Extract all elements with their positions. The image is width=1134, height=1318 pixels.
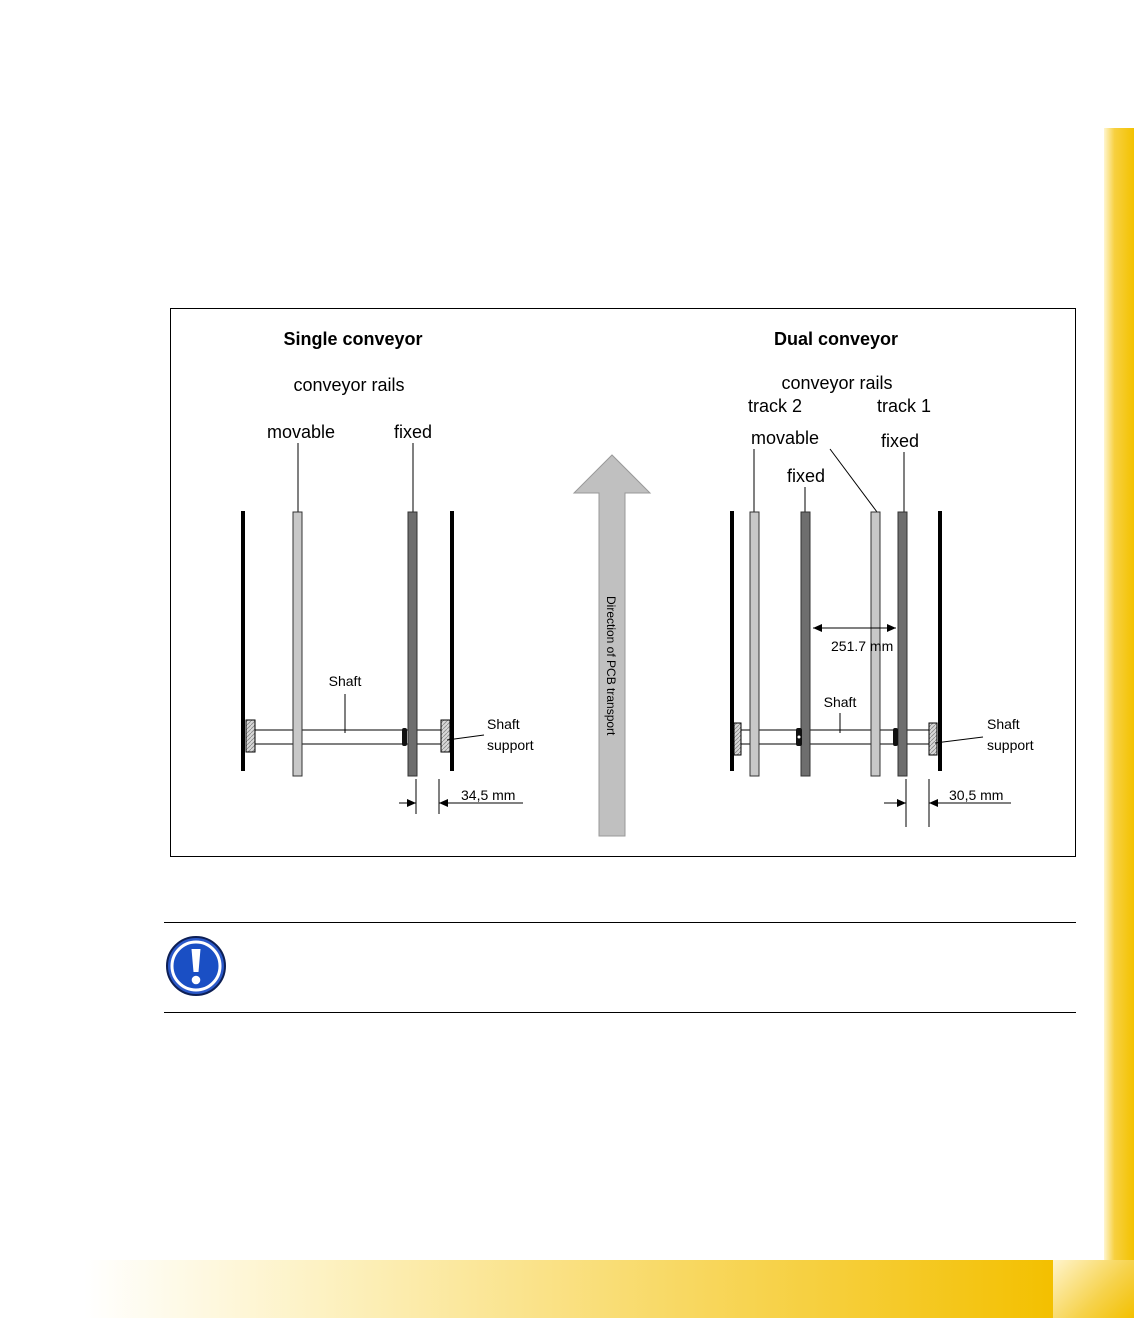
- single-dimension: 34,5 mm: [461, 787, 516, 803]
- single-shaft-clamp: [402, 728, 407, 746]
- footer-accent-bar: [0, 1260, 1053, 1318]
- dual-shaft-clamp-right: [893, 728, 898, 746]
- single-movable-rail: [293, 512, 302, 776]
- single-shaft-support-right: [441, 720, 450, 752]
- single-shaft-label: Shaft: [328, 673, 362, 689]
- dual-fixed-label-track1: fixed: [880, 431, 920, 451]
- single-fixed-rail: [408, 512, 417, 776]
- footer-corner-block: [1053, 1260, 1134, 1318]
- dual-track1-label: track 1: [876, 396, 932, 416]
- dual-track2-label: track 2: [747, 396, 803, 416]
- dual-conveyor-title: Dual conveyor: [773, 329, 899, 349]
- dual-track1-fixed-rail: [898, 512, 907, 776]
- conveyor-diagram-svg: [171, 309, 1077, 858]
- note-rule-bottom: [164, 1012, 1076, 1013]
- dual-support-label-line2: support: [987, 737, 1034, 753]
- single-support-label-line2: support: [487, 737, 534, 753]
- single-shaft-support-left: [246, 720, 255, 752]
- dual-fixed-label-track2: fixed: [786, 466, 826, 486]
- dual-outer-dimension: 30,5 mm: [949, 787, 1004, 803]
- conveyor-diagram: [170, 308, 1076, 857]
- single-fixed-label: fixed: [393, 422, 433, 442]
- dual-track2-movable-rail: [750, 512, 759, 776]
- single-rails-label: conveyor rails: [293, 375, 405, 395]
- single-conveyor-title: Single conveyor: [283, 329, 423, 349]
- single-movable-label: movable: [266, 422, 336, 442]
- dual-shaft-label: Shaft: [823, 694, 857, 710]
- side-accent-bar: [1104, 128, 1134, 1260]
- dual-movable-label: movable: [750, 428, 820, 448]
- direction-label: Direction of PCB transport: [604, 596, 618, 736]
- single-support-label-line1: Shaft: [487, 716, 520, 732]
- dual-shaft-support-left: [734, 723, 741, 755]
- dual-support-label-line1: Shaft: [987, 716, 1020, 732]
- dual-shaft-support-right: [929, 723, 937, 755]
- dual-support-leader: [935, 737, 983, 743]
- dual-shaft-clamp-dot: [798, 736, 801, 739]
- note-rule-top: [164, 922, 1076, 923]
- dual-movable-leader-track1: [830, 449, 877, 512]
- exclamation-icon: [165, 935, 227, 997]
- dual-inner-dimension: 251.7 mm: [831, 638, 894, 654]
- dual-track2-fixed-rail: [801, 512, 810, 776]
- dual-rails-label: conveyor rails: [781, 373, 893, 393]
